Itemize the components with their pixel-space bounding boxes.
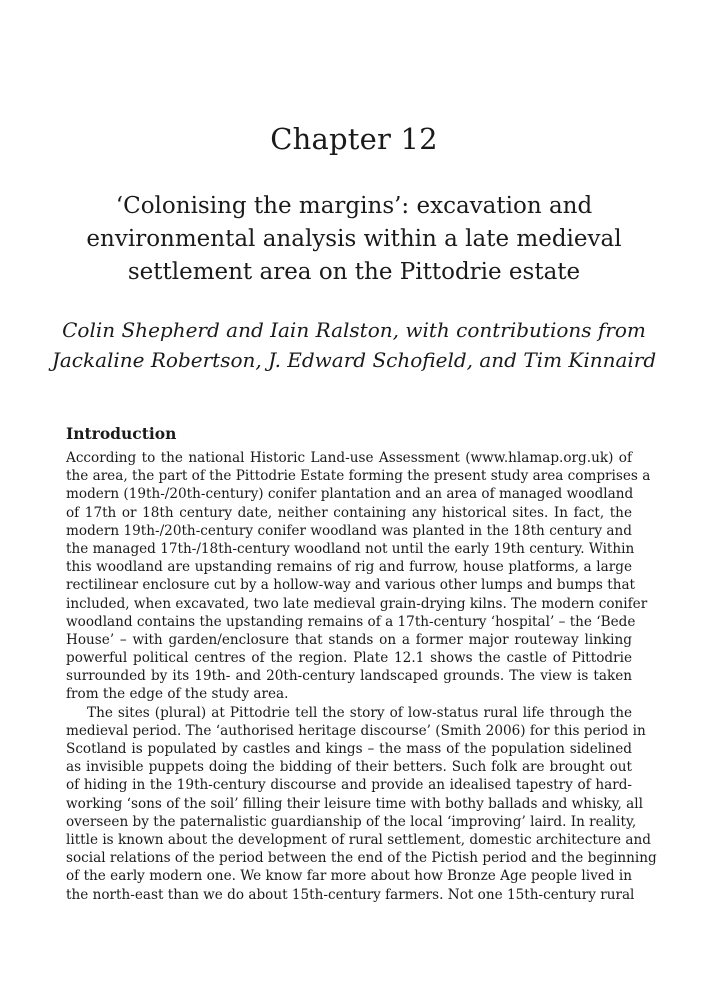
text-line: powerful political centres of the region. Plate 12.1 shows the castle of Pittodrie <box>66 650 632 667</box>
paragraph <box>66 449 651 704</box>
chapter-title-line: settlement area on the Pittodrie estate <box>127 259 581 285</box>
text-line: the area, the part of the Pittodrie Estate forming the present study area comprises a <box>66 468 651 485</box>
text-line: the north-east than we do about 15th-century farmers. Not one 15th-century rural <box>66 886 635 903</box>
body-text <box>66 449 657 904</box>
text-line: the managed 17th-/18th-century woodland not until the early 19th century. Within <box>66 540 635 557</box>
text-line: little is known about the development of rural settlement, domestic architecture and <box>66 831 651 848</box>
chapter-authors <box>50 315 658 375</box>
text-line: The sites (plural) at Pittodrie tell the story of low-status rural life through the <box>87 704 632 721</box>
text-line: According to the national Historic Land-use Assessment (www.hlamap.org.uk) of <box>66 450 632 466</box>
authors-line: Jackaline Robertson, J. Edward Schofield, and Tim Kinnaird <box>51 348 657 372</box>
text-line: included, when excavated, two late medieval grain-drying kilns. The modern conifer <box>66 595 648 612</box>
text-line: this woodland are upstanding remains of rig and furrow, house platforms, a large <box>66 559 632 576</box>
text-line: medieval period. The ‘authorised heritage discourse’ (Smith 2006) for this period in <box>66 722 646 739</box>
chapter-title-line: environmental analysis within a late medieval <box>86 226 622 252</box>
text-line: overseen by the paternalistic guardianship of the local ‘improving’ laird. In reality, <box>66 813 637 830</box>
text-line: social relations of the period between the end of the Pictish period and the beginning <box>66 850 657 867</box>
chapter-number: Chapter 12 <box>270 122 438 156</box>
text-line: rectilinear enclosure cut by a hollow-way and various other lumps and bumps that <box>66 577 636 594</box>
text-line: Scotland is populated by castles and kings – the mass of the population sidelined <box>66 741 632 757</box>
section-heading: Introduction <box>66 424 177 443</box>
text-line: House’ – with garden/enclosure that stands on a former major routeway linking <box>66 631 632 648</box>
chapter-title <box>60 190 648 289</box>
text-line: woodland contains the upstanding remains of a 17th-century ‘hospital’ – the ‘Bede <box>66 613 636 630</box>
text-line: working ‘sons of the soil’ filling their leisure time with bothy ballads and whisky, all <box>66 795 643 812</box>
text-line: of 17th or 18th century date, neither containing any historical sites. In fact, the <box>66 504 632 521</box>
chapter-title-line: ‘Colonising the margins’: excavation and <box>115 193 593 219</box>
text-line: surrounded by its 19th- and 20th-century landscaped grounds. The view is taken <box>66 668 632 685</box>
text-line: modern (19th-/20th-century) conifer plantation and an area of managed woodland <box>66 486 634 503</box>
text-line: modern 19th-/20th-century conifer woodland was planted in the 18th century and <box>66 522 632 539</box>
text-line: from the edge of the study area. <box>66 686 289 703</box>
paragraph <box>66 704 657 904</box>
text-line: of the early modern one. We know far more about how Bronze Age people lived in <box>66 868 632 885</box>
authors-line: Colin Shepherd and Iain Ralston, with contributions from <box>62 318 646 342</box>
text-line: of hiding in the 19th-century discourse and provide an idealised tapestry of hard- <box>66 777 632 794</box>
text-line: as invisible puppets doing the bidding of their betters. Such folk are brought out <box>66 759 632 776</box>
